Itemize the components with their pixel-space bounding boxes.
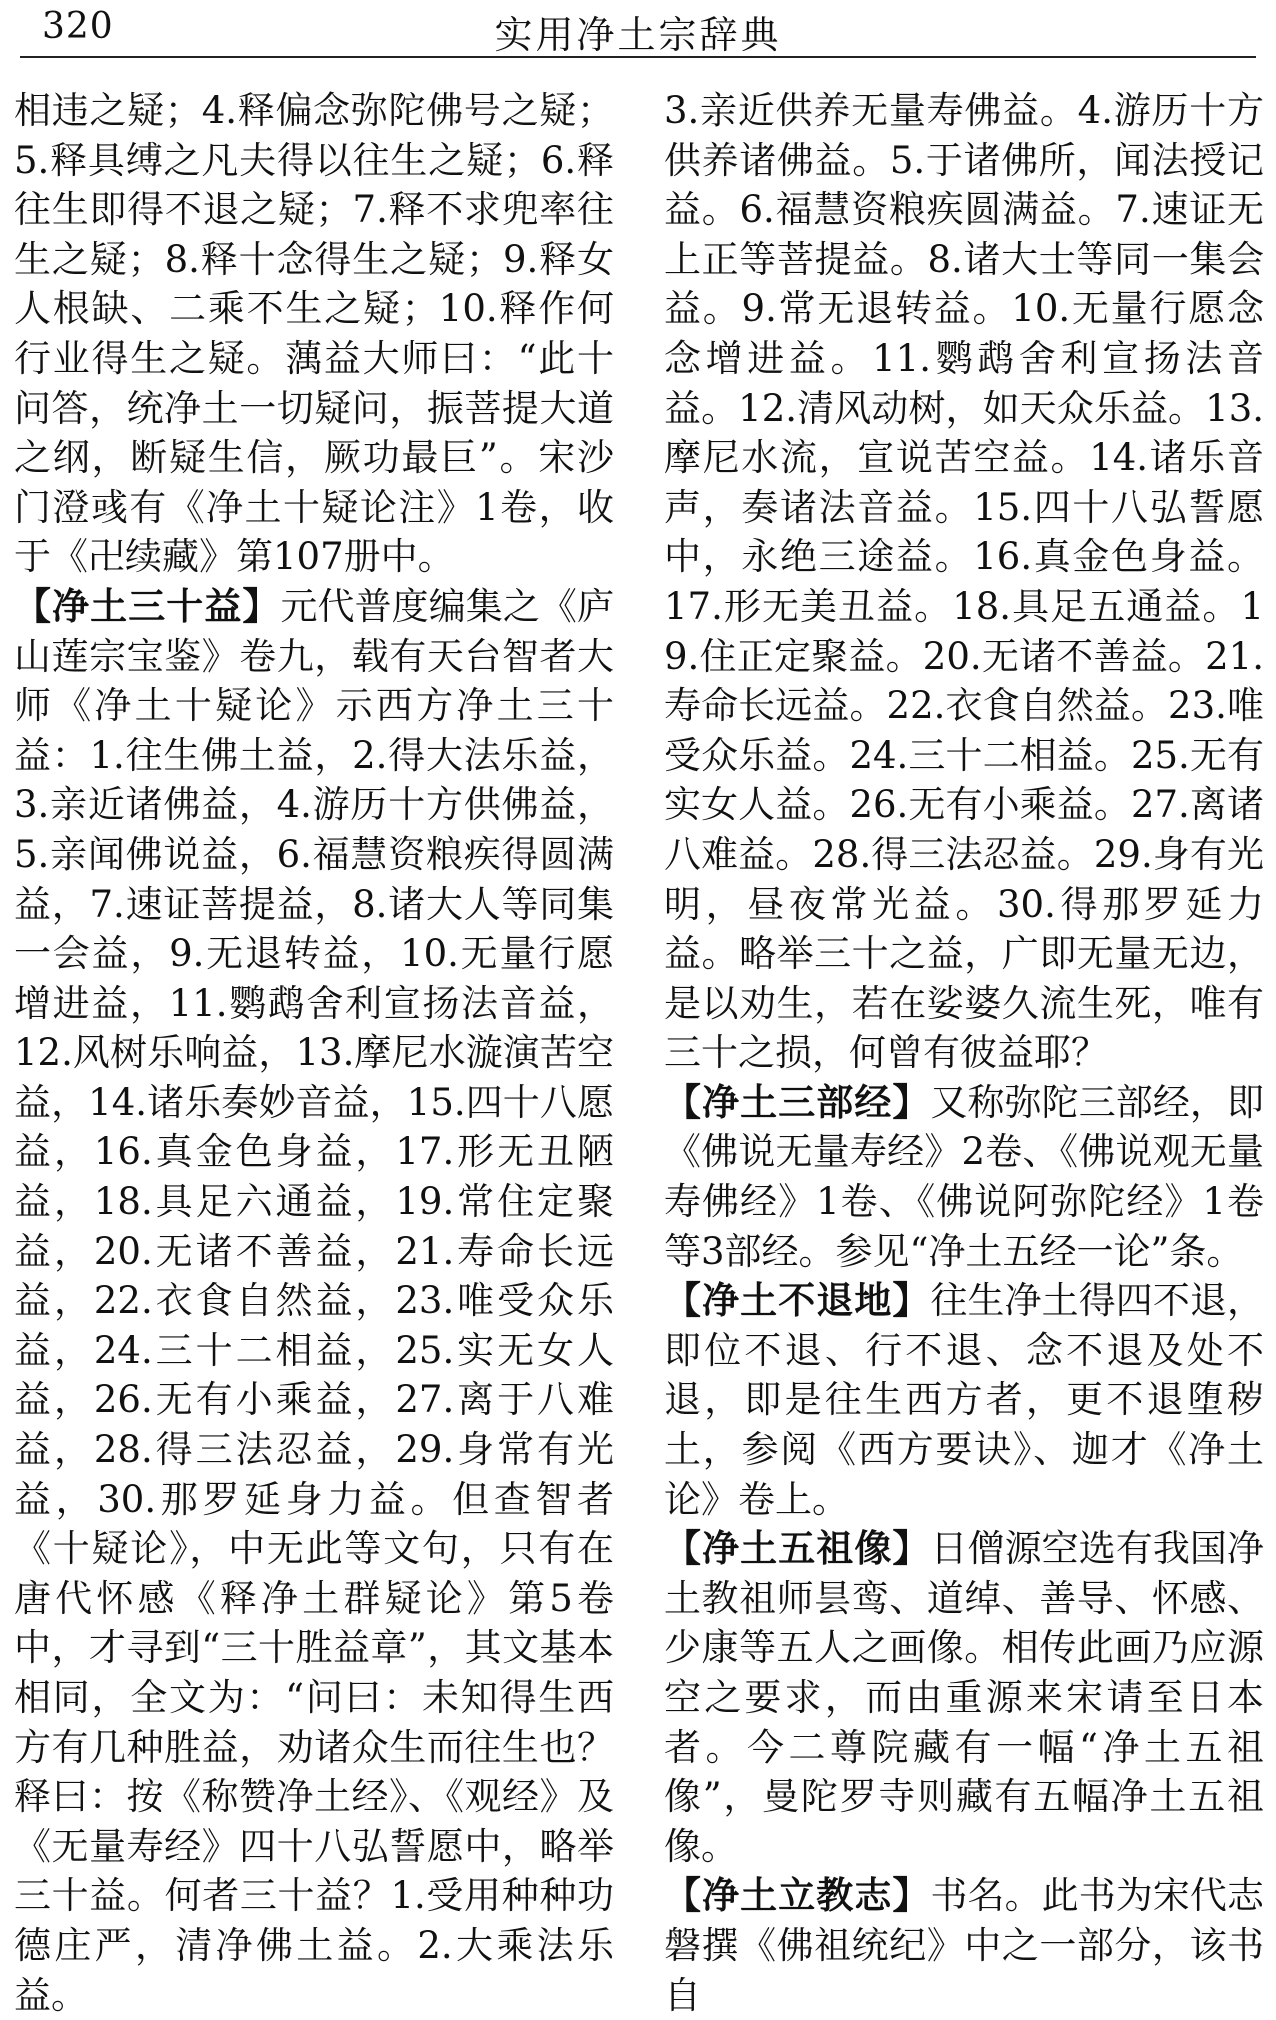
entry-headword: 【净土五祖像】 (664, 1527, 931, 1571)
entry-text: 书名。此书为宋代志磐撰《佛祖统纪》中之一部分，该书自 (664, 1874, 1265, 2017)
entry-headword: 【净土立教志】 (664, 1874, 931, 1918)
entry-text: 又称弥陀三部经，即《佛说无量寿经》2卷、《佛说观无量寿佛经》1卷、《佛说阿弥陀经》1卷等3部经。参见“净土五经一论”条。 (664, 1080, 1265, 1273)
entry-text: 往生净土得四不退，即位不退、行不退、念不退及处不退，即是往生西方者，更不退堕秽土，参阅《西方要诀》、迦才《净土论》卷上。 (664, 1279, 1265, 1521)
dictionary-entry (664, 1871, 1264, 2020)
entry-headword: 【净土三部经】 (664, 1080, 931, 1124)
entry-headword: 【净土不退地】 (664, 1279, 931, 1323)
dictionary-entry (664, 1276, 1264, 1524)
dictionary-entry (664, 1078, 1264, 1276)
page-header (0, 0, 1276, 60)
right-column (664, 86, 1265, 2017)
running-title: 实用净土宗辞典 (494, 13, 782, 57)
dictionary-entry (664, 1524, 1264, 1871)
page-number: 320 (42, 6, 114, 47)
entry-text: 元代普度编集之《庐山莲宗宝鉴》卷九，载有天台智者大师《净土十疑论》示西方净土三十益：1.往生佛土益，2.得大法乐益，3.亲近诸佛益，4.游历十方供佛益，5.亲闻佛说益，6.福慧资粮疾得圆满益，7.速证菩提益，8.诸大人等同集一会益，9.无退转益，10.无量行愿增进益，11.鹦鹉舍利宣扬法音益，12.风树乐响益，13.摩尼水漩演苦空益，14.诸乐奏妙音益，15.四十八愿益，16.真金色身益，17.形无丑陋益，18.具足六通益，19.常住定聚益，20.无诸不善益，21.寿命长远益，22.衣食自然益，23.唯受众乐益，24.三十二相益，25.实无女人益，26.无有小乘益，27.离于八难益，28.得三法忍益，29.身常有光益，30.那罗延身力益。但查智者《十疑论》，中无此等文句，只有在唐代怀感《释净土群疑论》第5卷中，才寻到“三十胜益章”，其文基本相同，全文为：“问曰：未知得生西方有几种胜益，劝诸众生而往生也？释曰：按《称赞净土经》、《观经》及《无量寿经》四十八弘誓愿中，略举三十益。何者三十益？1.受用种种功德庄严，清净佛土益。2.大乘法乐益。 (14, 584, 615, 2017)
entry-continuation: 3.亲近供养无量寿佛益。4.游历十方供养诸佛益。5.于诸佛所，闻法授记益。6.福慧资粮疾圆满益。7.速证无上正等菩提益。8.诸大士等同一集会益。9.常无退转益。10.无量行愿念念增进益。11.鹦鹉舍利宣扬法音益。12.清风动树，如天众乐益。13.摩尼水流，宣说苦空益。14.诸乐音声，奏诸法音益。15.四十八弘誓愿中，永绝三途益。16.真金色身益。17.形无美丑益。18.具足五通益。19.住正定聚益。20.无诸不善益。21.寿命长远益。22.衣食自然益。23.唯受众乐益。24.三十二相益。25.无有实女人益。26.无有小乘益。27.离诸八难益。28.得三法忍益。29.身有光明，昼夜常光益。30.得那罗延力益。略举三十之益，广即无量无边，是以劝生，若在娑婆久流生死，唯有三十之损，何曾有彼益耶？ (664, 89, 1264, 1075)
entry-text: 日僧源空选有我国净土教祖师昙鸾、道绰、善导、怀感、少康等五人之画像。相传此画乃应源空之要求，而由重源来宋请至日本者。今二尊院藏有一幅“净土五祖像”，曼陀罗寺则藏有五幅净土五祖像。 (664, 1527, 1265, 1868)
dictionary-entry (14, 582, 614, 2020)
left-column (14, 86, 615, 2017)
entry-continuation: 相违之疑；4.释偏念弥陀佛号之疑；5.释具缚之凡夫得以往生之疑；6.释往生即得不退之疑；7.释不求兜率往生之疑；8.释十念得生之疑；9.释女人根缺、二乘不生之疑；10.释作何行业得生之疑。蕅益大师曰：“此十问答，统净土一切疑问，振菩提大道之纲，断疑生信，厥功最巨”。宋沙门澄彧有《净土十疑论注》1卷，收于《卍续藏》第107册中。 (14, 89, 614, 579)
header-rule (20, 56, 1256, 58)
entry-headword: 【净土三十益】 (14, 584, 281, 628)
